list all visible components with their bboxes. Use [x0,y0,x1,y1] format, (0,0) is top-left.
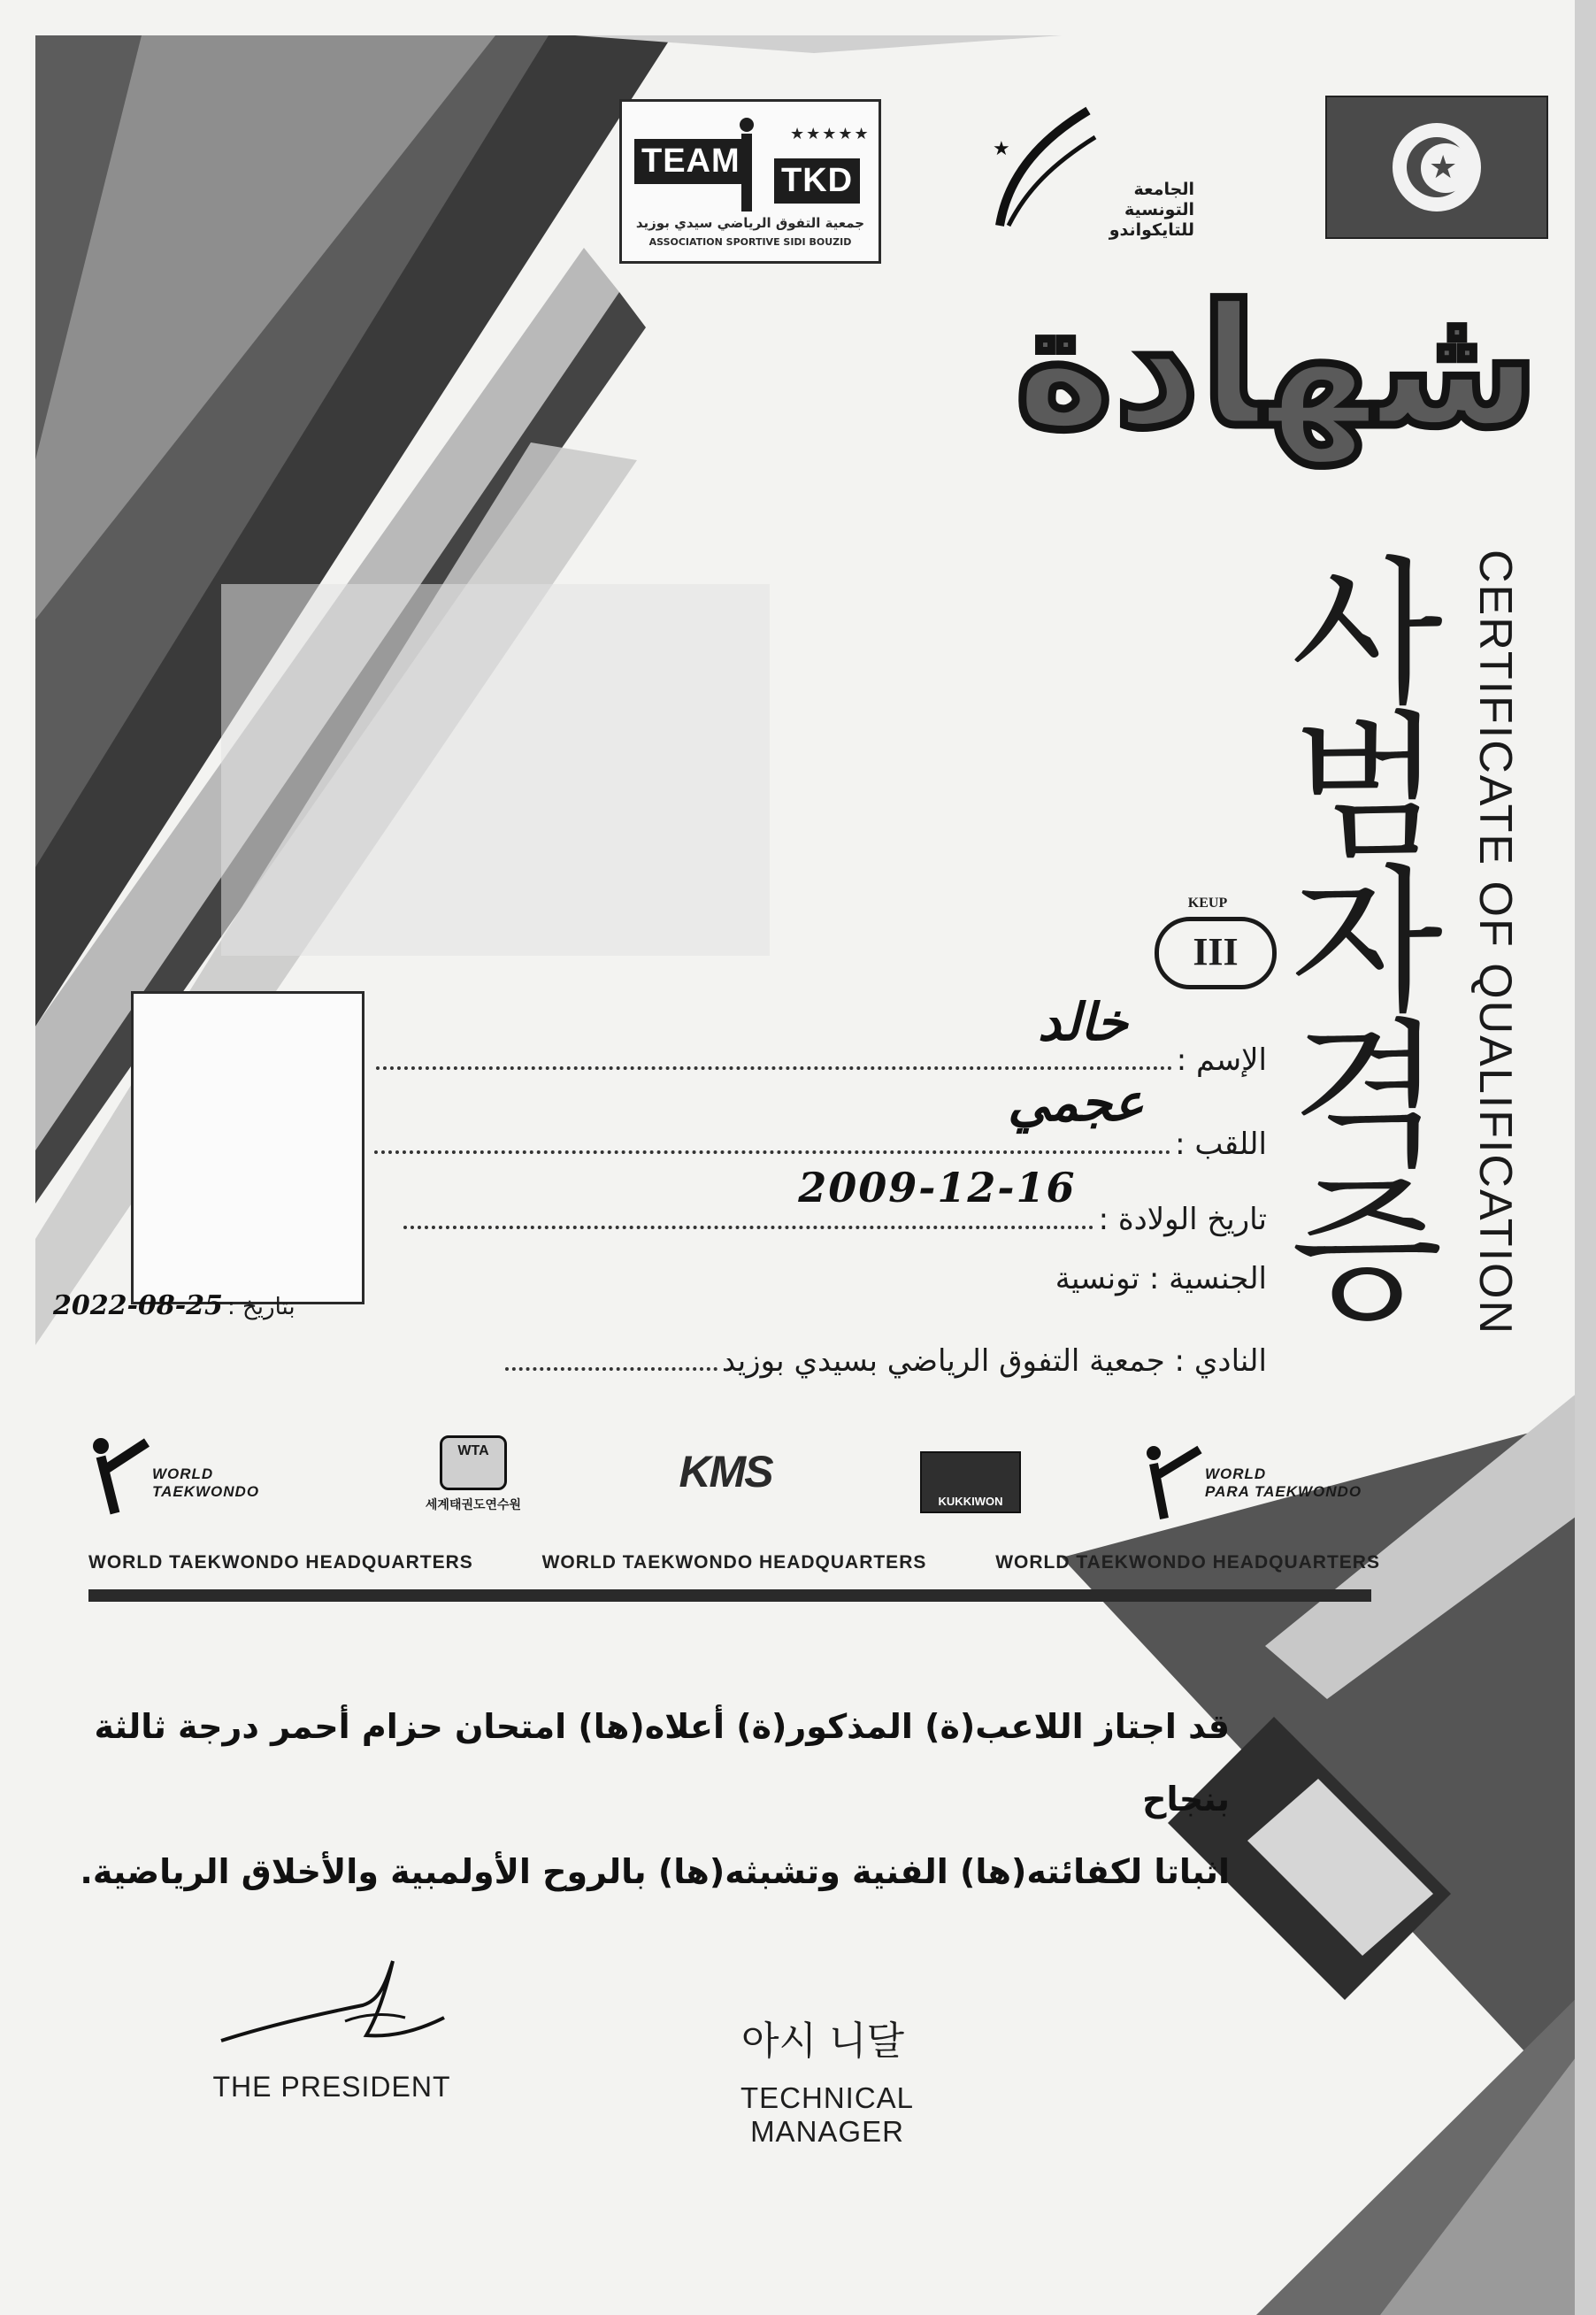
birthdate-row [403,1164,1267,1237]
world-taekwondo-logo [88,1434,283,1522]
korean-char: 범 [1291,696,1443,880]
team-tkd-logo [619,99,881,264]
name-row [376,992,1267,1078]
kms-logo: KMS [679,1447,772,1496]
kukkiwon-label: KUKKIWON [938,1495,1003,1508]
hq-text: WORLD TAEKWONDO HEADQUARTERS [88,1552,473,1573]
birthdate-value: 2009-12-16 [798,1164,1077,1211]
arabic-title: شهادة [1014,269,1539,465]
korean-char: 자 [1291,850,1443,1034]
club-row [505,1341,1267,1379]
wta-logo [398,1435,549,1515]
federation-swoosh-icon [991,102,1097,235]
team-logo-word: TEAM [634,139,748,184]
keup-level-badge: III [1155,917,1277,989]
kukkiwon-logo [920,1451,1021,1513]
club-dots [505,1341,717,1371]
svg-text:★: ★ [993,138,1010,160]
wt-line-1: WORLD [152,1465,214,1482]
federation-line-1: الجامعة [1133,180,1194,199]
wt-kicker-icon [88,1434,150,1522]
hq-line [88,1552,1380,1573]
photo-box [131,991,364,1304]
nationality-label: الجنسية : تونسية [1055,1261,1267,1296]
body-line: اثباتا لكفائته(ها) الفنية وتشبثه(ها) بالروح الأولمبية والأخلاق الرياضية. [80,1852,1230,1891]
flag-star-icon: ★ [1429,150,1458,186]
president-signature-icon [212,1956,451,2053]
issue-date-value: 2022-08-25 [53,1290,223,1321]
federation-logo [991,102,1194,257]
technical-manager-name: 아시 니달 [740,2019,904,2064]
para-kicker-icon [1141,1442,1203,1531]
tunisia-flag-icon [1325,96,1548,239]
issue-date-label: بتاريخ : [227,1294,295,1320]
hq-text: WORLD TAEKWONDO HEADQUARTERS [995,1552,1380,1573]
body-line: قد اجتاز اللاعب(ة) المذكور(ة) أعلاه(ها) امتحان حزام أحمر درجة ثالثة بنجاح [94,1707,1230,1819]
tkd-logo-word: TKD [774,158,860,204]
team-logo-french: ASSOCIATION SPORTIVE SIDI BOUZID [648,236,852,248]
korean-char: 격 [1291,1004,1443,1188]
surname-row [374,1073,1267,1162]
surname-value: عجمي [1008,1073,1144,1133]
birthdate-label: تاريخ الولادة : [1098,1202,1267,1237]
name-label: الإسم : [1176,1042,1267,1078]
issue-date-row [53,1290,295,1321]
name-dots [376,992,1172,1070]
wta-korean: 세계태권도연수원 [425,1498,522,1512]
certificate-body [71,1690,1230,1908]
club-label: النادي : جمعية التفوق الرياضي بسيدي بوزيد [721,1343,1267,1379]
team-logo-arabic: جمعية التفوق الرياضي سيدي بوزيد [635,215,865,231]
president-title: THE PRESIDENT [212,2071,451,2103]
birthdate-dots [403,1164,1093,1229]
nationality-row [1055,1261,1267,1296]
world-para-taekwondo-logo [1141,1442,1389,1531]
federation-line-2: التونسية [1124,200,1194,219]
stars-icon: ★★★★★ [790,125,871,143]
wta-badge [440,1435,507,1490]
surname-label: اللقب : [1175,1127,1267,1162]
english-title: CERTIFICATE OF QUALIFICATION [1469,549,1521,1336]
federation-name [1088,180,1194,241]
federation-line-3: للتايكواندو [1109,220,1194,240]
korean-char: 증 [1291,1158,1443,1342]
keup-label: KEUP [1187,896,1228,911]
wt-line-2: TAEKWONDO [152,1483,260,1500]
name-value: خالد [1038,992,1128,1052]
korean-title [1265,542,1469,1342]
hq-text: WORLD TAEKWONDO HEADQUARTERS [541,1552,927,1573]
para-line-1: WORLD [1205,1465,1267,1482]
wta-label: WTA [457,1443,489,1458]
para-line-2: PARA TAEKWONDO [1205,1483,1362,1500]
technical-manager-title: TECHNICAL MANAGER [740,2081,915,2148]
kicker-figure-icon [733,116,760,213]
surname-dots [374,1073,1170,1154]
hq-divider [88,1589,1371,1602]
korean-char: 사 [1291,542,1443,726]
